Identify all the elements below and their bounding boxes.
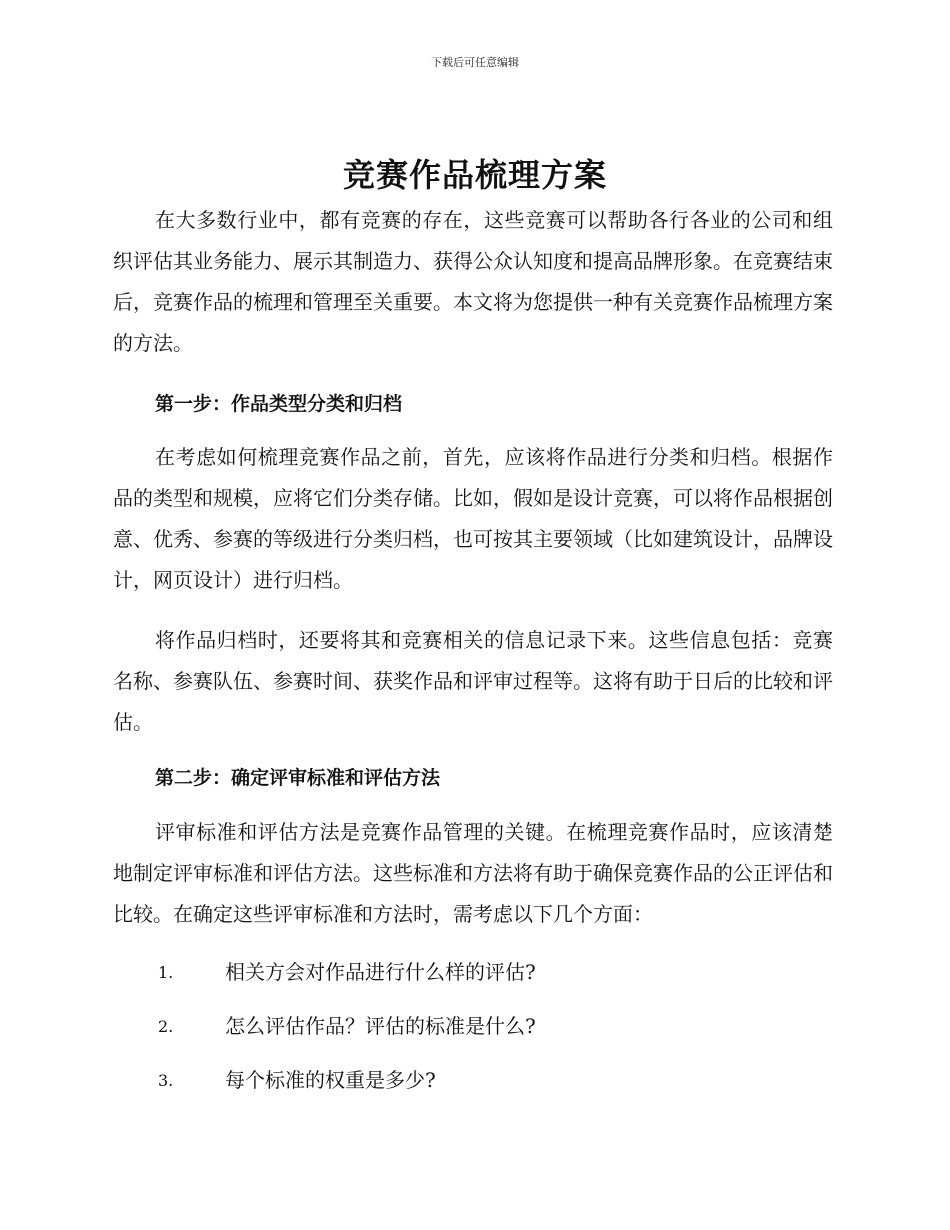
list-item — [113, 1060, 833, 1101]
list-text: 怎么评估作品？评估的标准是什么? — [225, 1014, 536, 1038]
step2-section — [113, 758, 833, 799]
step2-body — [113, 812, 833, 935]
list-number: 1. — [158, 963, 174, 982]
list-item — [113, 1006, 833, 1047]
step2-list — [113, 952, 833, 1101]
step1-paragraph-2: 将作品归档时，还要将其和竞赛相关的信息记录下来。这些信息包括：竞赛名称、参赛队伍、参赛时间、获奖作品和评审过程等。这将有助于日后的比较和评估。 — [113, 628, 833, 734]
step1-body — [113, 437, 833, 601]
step1-section — [113, 384, 833, 425]
document-title: 竞赛作品梳理方案 — [342, 156, 607, 194]
step1-paragraph-1: 在考虑如何梳理竞赛作品之前，首先，应该将作品进行分类和归档。根据作品的类型和规模，应将它们分类存储。比如，假如是设计竞赛，可以将作品根据创意、优秀、参赛的等级进行分类归档，也可按其主要领域（比如建筑设计，品牌设计，网页设计）进行归档。 — [113, 445, 833, 592]
intro-paragraph: 在大多数行业中，都有竞赛的存在，这些竞赛可以帮助各行各业的公司和组织评估其业务能力、展示其制造力、获得公众认知度和提高品牌形象。在竞赛结束后，竞赛作品的梳理和管理至关重要。本文将为您提供一种有关竞赛作品梳理方案的方法。 — [113, 208, 833, 355]
step2-heading: 第二步：确定评审标准和评估方法 — [155, 767, 441, 789]
page-header-note: 下载后可任意编辑 — [431, 56, 519, 69]
step1-heading: 第一步：作品类型分类和归档 — [155, 393, 403, 415]
list-number: 3. — [158, 1071, 174, 1090]
document-body — [113, 200, 833, 364]
list-text: 相关方会对作品进行什么样的评估? — [225, 960, 536, 984]
list-item — [113, 952, 833, 993]
list-number: 2. — [158, 1017, 174, 1036]
step1-body-2 — [113, 620, 833, 743]
step2-paragraph-1: 评审标准和评估方法是竞赛作品管理的关键。在梳理竞赛作品时，应该清楚地制定评审标准和评估方法。这些标准和方法将有助于确保竞赛作品的公正评估和比较。在确定这些评审标准和方法时，需考虑以下几个方面： — [113, 820, 833, 926]
list-text: 每个标准的权重是多少? — [225, 1068, 436, 1092]
